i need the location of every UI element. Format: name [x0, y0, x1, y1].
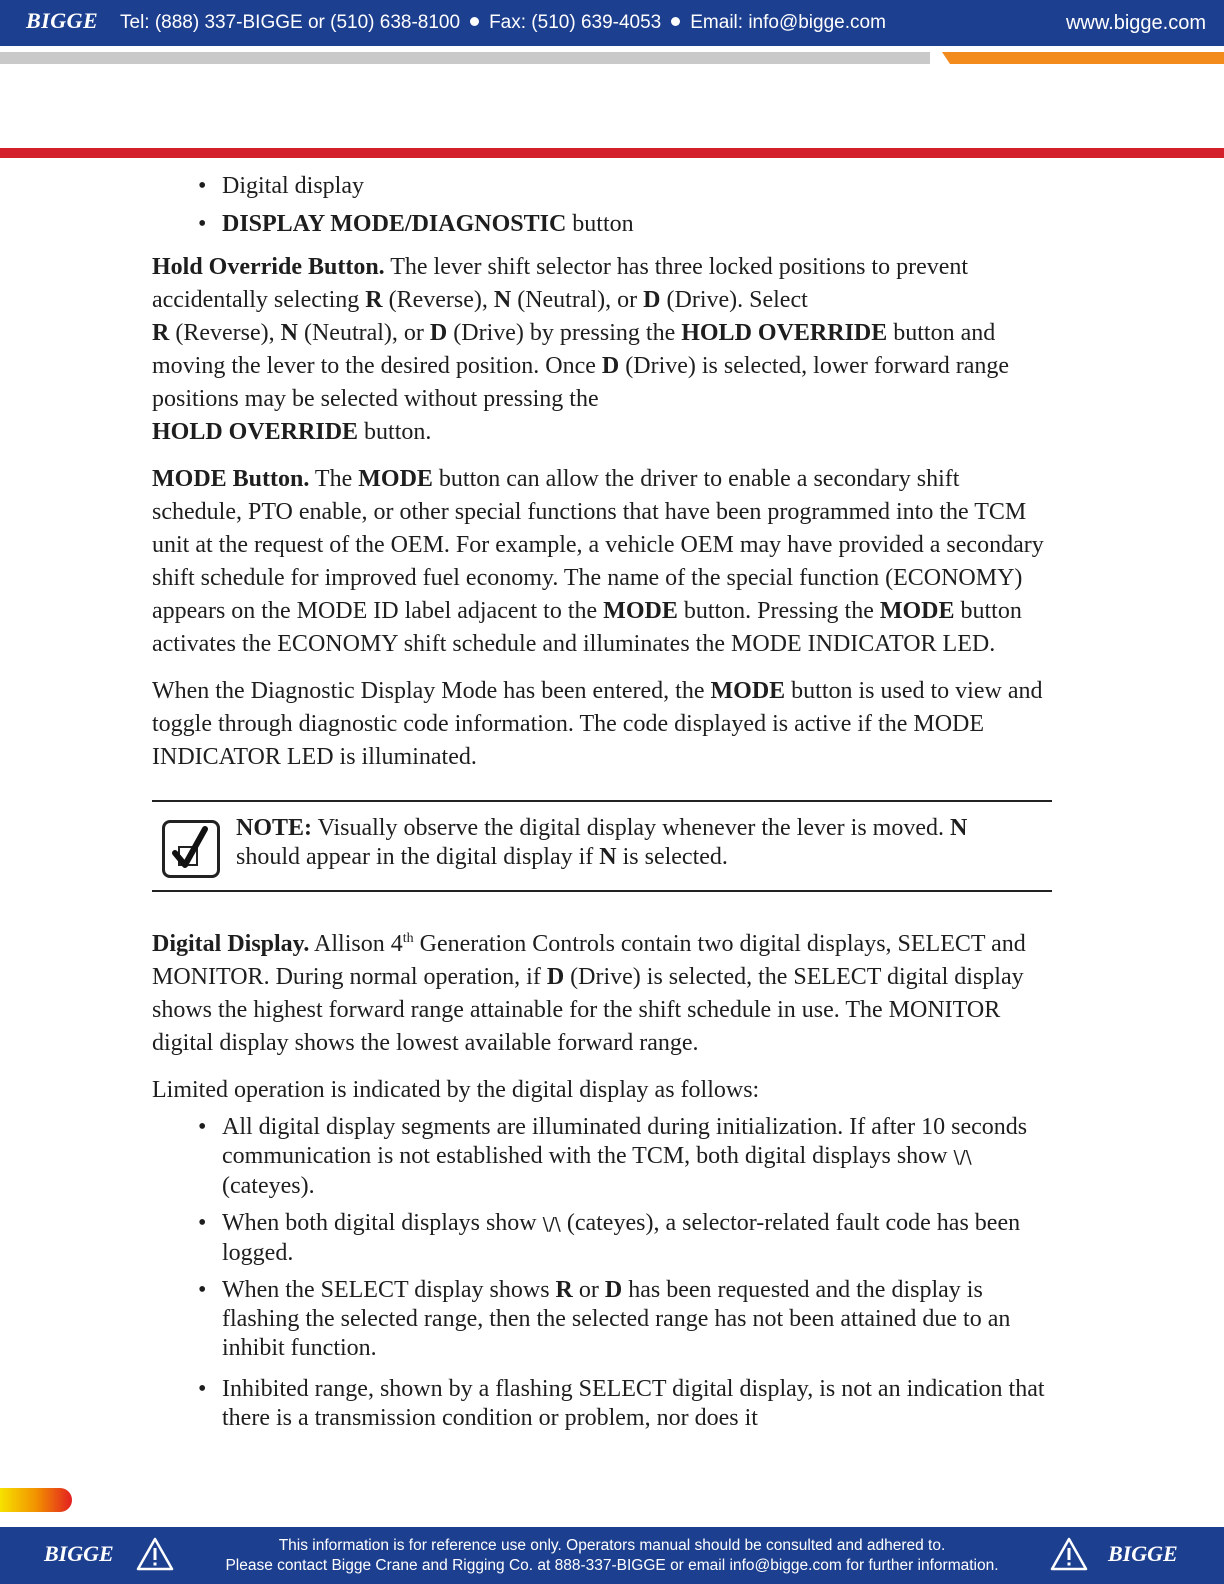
mode-button-paragraph: MODE Button. The MODE button can allow the driver to enable a secondary shift schedule, PTO enable, or other special functions that have been programmed into the TCM unit at the request of the OEM. For example, a vehicle OEM may have provided a secondary shift schedule for improved fuel economy. The name of the special function (ECONOMY) appears on the MODE ID label adjacent to the MODE button. Pressing the MODE button activates the ECONOMY shift schedule and illuminates the MODE INDICATOR LED. [152, 466, 1044, 657]
note-box [152, 800, 1052, 892]
warning-icon [1050, 1537, 1088, 1571]
email-address[interactable]: Email: info@bigge.com [690, 12, 886, 33]
footer-logo[interactable]: BIGGE [1108, 1541, 1178, 1566]
list-item: • All digital display segments are illuminated during initialization. If after 10 seconds communication is not established with the TCM, both digital displays show \/\ (cateyes). [198, 1113, 1052, 1201]
separator-dot [470, 17, 479, 26]
grey-accent-bar [0, 52, 930, 64]
footer-bar [0, 1527, 1224, 1584]
top-header-bar [0, 0, 1224, 46]
warning-icon [136, 1537, 174, 1571]
cateye-symbol: \/\ [953, 1147, 972, 1168]
list-item: • When the SELECT display shows R or D has been requested and the display is flashing the selected range, then the selected range has not been attained due to an inhibit function. [198, 1276, 1052, 1363]
limited-operation-list [198, 1113, 1052, 1433]
list-item: • DISPLAY MODE/DIAGNOSTIC button [198, 208, 1052, 241]
section-heading: Hold Override Button. [152, 254, 385, 280]
list-item: • Inhibited range, shown by a flashing SELECT digital display, is not an indication that there is a transmission condition or problem, nor does it [198, 1375, 1052, 1433]
limited-operation-intro: Limited operation is indicated by the digital display as follows: [152, 1077, 760, 1103]
website-link[interactable]: www.bigge.com [1065, 12, 1206, 34]
red-divider-bar [0, 148, 1224, 158]
bigge-logo[interactable]: BIGGE [26, 8, 99, 33]
section-heading: Digital Display. [152, 931, 310, 957]
note-text: NOTE: Visually observe the digital display whenever the lever is moved. N should appear in the digital display if N is selected. [236, 815, 968, 870]
checkmark-icon [162, 820, 220, 878]
phone-number[interactable]: Tel: (888) 337-BIGGE or (510) 638-8100 [120, 12, 461, 33]
hold-override-paragraph: Hold Override Button. The lever shift selector has three locked positions to prevent accidentally selecting R (Reverse), N (Neutral), or D (Drive). Select R (Reverse), N (Neutral), or D (Drive) by pressing the HOLD OVERRIDE button and moving the lever to the desired position. Once D (Drive) is selected, lower forward range positions may be selected without pressing the HOLD OVERRIDE button. [152, 254, 1010, 445]
document-body [152, 170, 1052, 1441]
list-item: • When both digital displays show \/\ (cateyes), a selector-related fault code has been logged. [198, 1209, 1052, 1268]
section-heading: MODE Button. [152, 466, 310, 492]
page-accent-pill [0, 1488, 72, 1512]
digital-display-paragraph: Digital Display. Allison 4th Generation Controls contain two digital displays, SELECT and MONITOR. During normal operation, if D (Drive) is selected, the SELECT digital display shows the highest forward range attainable for the shift schedule in use. The MONITOR digital display shows the lowest available forward range. [152, 931, 1026, 1056]
orange-accent-bar [942, 52, 1224, 64]
footer-logo[interactable]: BIGGE [44, 1541, 114, 1566]
diagnostic-paragraph: When the Diagnostic Display Mode has been entered, the MODE button is used to view and toggle through diagnostic code information. The code displayed is active if the MODE INDICATOR LED is illuminated. [152, 678, 1043, 770]
footer-disclaimer: This information is for reference use only. Operators manual should be consulted and adhered to. Please contact Bigge Crane and Rigging Co. at 888-337-BIGGE or email info@bigge.com for further information. [225, 1537, 999, 1574]
contact-info [120, 12, 886, 34]
list-item: • Digital display [198, 170, 1052, 203]
fax-number: Fax: (510) 639-4053 [489, 12, 662, 33]
cateye-symbol: \/\ [542, 1214, 561, 1235]
control-list [198, 170, 1052, 241]
separator-dot [671, 17, 680, 26]
